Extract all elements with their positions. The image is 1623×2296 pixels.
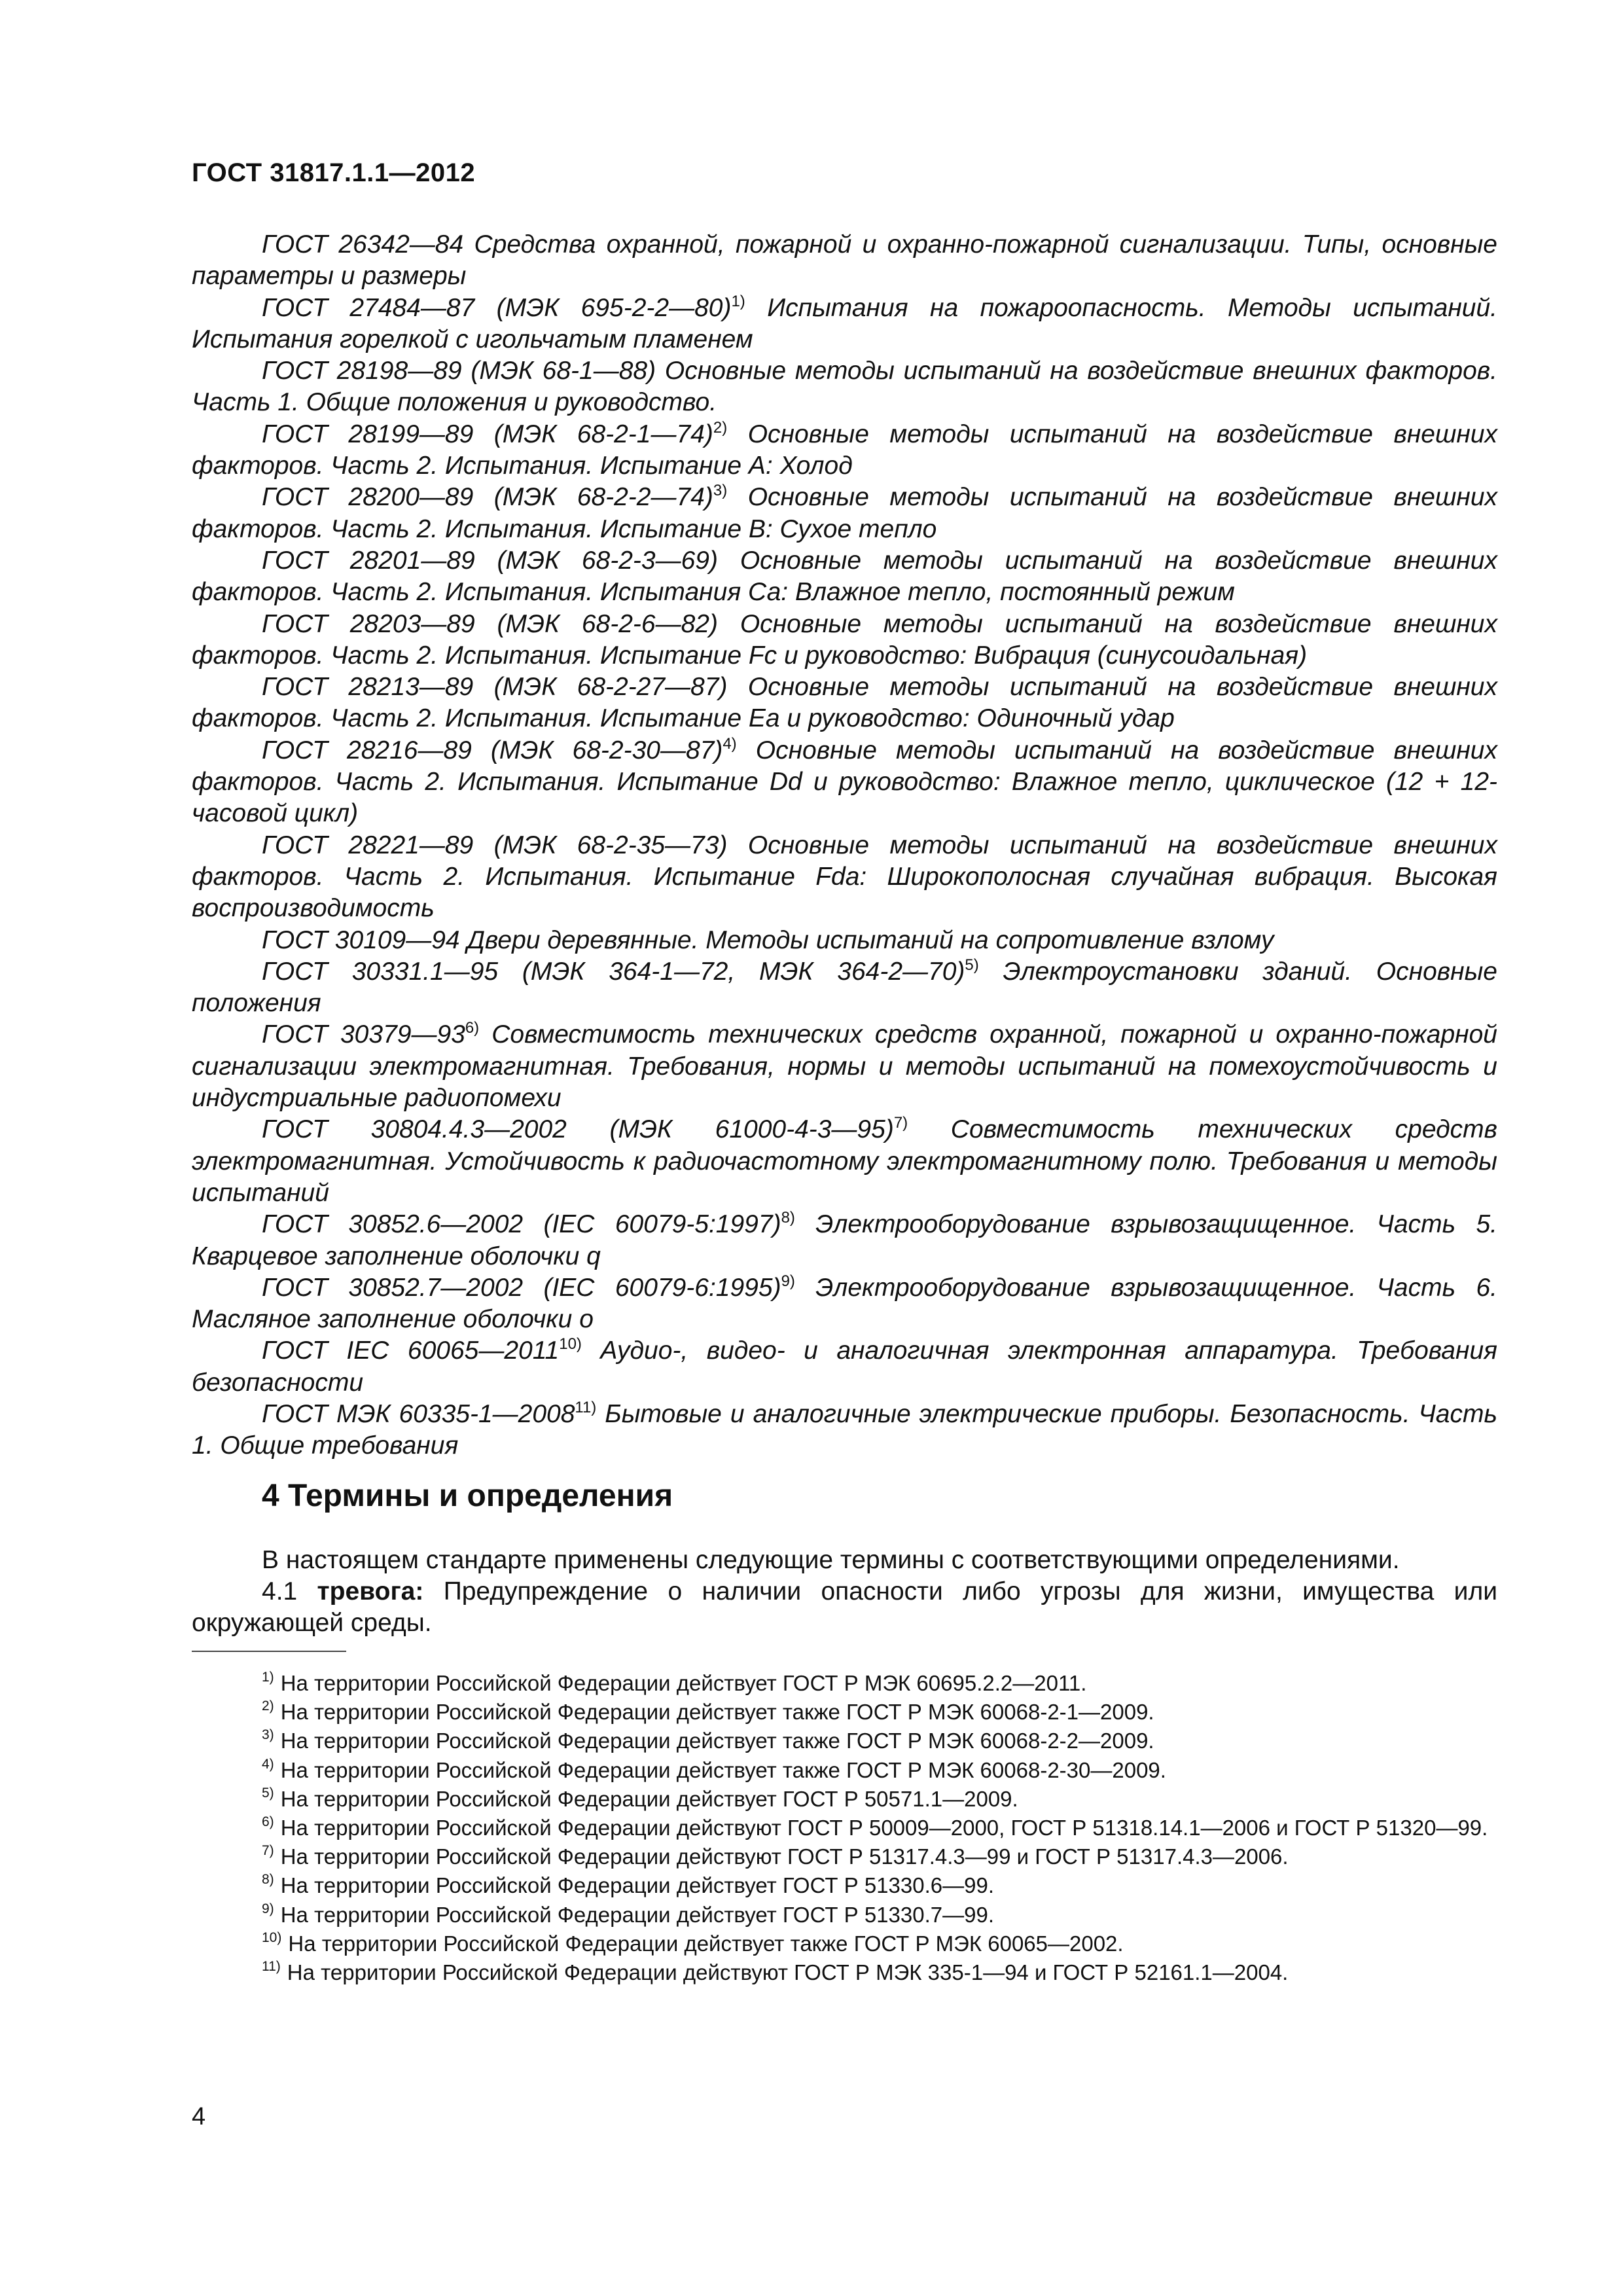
- reference-item: ГОСТ 30109—94 Двери деревянные. Методы испытаний на сопротивление взлому: [262, 925, 1274, 954]
- footnote-ref: 3): [713, 482, 728, 500]
- footnote: $^{9)}$ На территории Российской Федерации действует ГОСТ Р 51330.7—99.: [262, 1901, 994, 1927]
- reference-item: ГОСТ 28216—89 (МЭК 68-2-30—87)$^{4)}$ Основные методы испытаний на воздействие внешних факторов. Часть 2. Испытания. Испытание Dd и руководство: Влажное тепло, циклическое (12 + 12-часовой цикл): [192, 734, 1497, 828]
- term-definition: 4.1 тревога: Предупреждение о наличии опасности либо угрозы для жизни, имущества или окружающей среды.: [192, 1577, 1497, 1637]
- footnote: $^{2)}$ На территории Российской Федерации действует также ГОСТ Р МЭК 60068-2-1—2009.: [262, 1698, 1154, 1725]
- reference-item: ГОСТ 30804.4.3—2002 (МЭК 61000-4-3—95)$^{7)}$ Совместимость технических средств электромагнитная. Устойчивость к радиочастотному электромагнитному полю. Требования и методы испытаний: [192, 1114, 1498, 1207]
- reference-item: ГОСТ 28203—89 (МЭК 68-2-6—82) Основные методы испытаний на воздействие внешних факторов. Часть 2. Испытания. Испытание Fc и руководство: Вибрация (синусоидальная): [192, 609, 1497, 670]
- footnote-mark: 10): [262, 1929, 282, 1945]
- footnote-ref: 6): [465, 1019, 480, 1037]
- footnote: $^{8)}$ На территории Российской Федерации действует ГОСТ Р 51330.6—99.: [262, 1872, 994, 1898]
- reference-item: ГОСТ 30379—93$^{6)}$ Совместимость технических средств охранной, пожарной и охранно-пожарной сигнализации электромагнитная. Требования, нормы и методы испытаний на помехоустойчивость и индустриальные радиопомехи: [192, 1019, 1497, 1113]
- section-heading: 4 Термины и определения: [262, 1479, 673, 1513]
- footnote-ref: 10): [559, 1335, 582, 1354]
- footnote-ref: 4): [722, 734, 737, 753]
- reference-item: ГОСТ 28198—89 (МЭК 68-1—88) Основные методы испытаний на воздействие внешних факторов. Часть 1. Общие положения и руководство.: [192, 357, 1497, 417]
- footnote-mark: 7): [262, 1843, 274, 1859]
- footnote: $^{5)}$ На территории Российской Федерации действует ГОСТ Р 50571.1—2009.: [262, 1785, 1018, 1811]
- footnote-mark: 11): [262, 1959, 281, 1975]
- intro-paragraph: В настоящем стандарте применены следующие термины с соответствующими определениями.: [262, 1546, 1400, 1574]
- section-body: [192, 1545, 1497, 1639]
- normative-references-list: [192, 229, 1497, 1462]
- footnote: $^{1)}$ На территории Российской Федерации действует ГОСТ Р МЭК 60695.2.2—2011.: [262, 1670, 1087, 1695]
- footnote-ref: 5): [965, 956, 979, 974]
- footnote-mark: 4): [262, 1756, 274, 1772]
- reference-item: ГОСТ 30852.7—2002 (IEC 60079-6:1995)$^{9)}$ Электрооборудование взрывозащищенное. Часть 6. Масляное заполнение оболочки о: [192, 1272, 1497, 1334]
- footnote: $^{10)}$ На территории Российской Федерации действует также ГОСТ Р МЭК 60065—2002.: [262, 1929, 1124, 1956]
- reference-item: ГОСТ IEC 60065—2011$^{10)}$ Аудио-, видео- и аналогичная электронная аппаратура. Требования безопасности: [192, 1335, 1497, 1397]
- reference-item: ГОСТ 30852.6—2002 (IEC 60079-5:1997)$^{8)}$ Электрооборудование взрывозащищенное. Часть 5. Кварцевое заполнение оболочки q: [192, 1209, 1497, 1270]
- footnote-mark: 9): [262, 1901, 274, 1916]
- footnote-mark: 2): [262, 1698, 274, 1714]
- footnote-mark: 6): [262, 1814, 274, 1830]
- footnotes: [192, 1669, 1497, 1987]
- footnote-mark: 8): [262, 1872, 274, 1888]
- reference-item: ГОСТ 28200—89 (МЭК 68-2-2—74)$^{3)}$ Основные методы испытаний на воздействие внешних факторов. Часть 2. Испытания. Испытание В: Сухое тепло: [192, 482, 1498, 543]
- footnote-separator: [192, 1651, 346, 1652]
- footnote: $^{4)}$ На территории Российской Федерации действует также ГОСТ Р МЭК 60068-2-30—2009.: [262, 1756, 1166, 1782]
- footnote-ref: 2): [713, 418, 728, 437]
- footnote-ref: 7): [893, 1114, 908, 1132]
- footnote: $^{7)}$ На территории Российской Федерации действуют ГОСТ Р 51317.4.3—99 и ГОСТ Р 51317.4.3—2006.: [262, 1843, 1289, 1869]
- reference-item: ГОСТ 28213—89 (МЭК 68-2-27—87) Основные методы испытаний на воздействие внешних факторов. Часть 2. Испытания. Испытание Еа и руководство: Одиночный удар: [192, 673, 1497, 733]
- footnote-ref: 9): [781, 1272, 795, 1290]
- reference-item: ГОСТ 30331.1—95 (МЭК 364-1—72, МЭК 364-2—70)$^{5)}$ Электроустановки зданий. Основные положения: [192, 956, 1497, 1018]
- reference-item: ГОСТ 26342—84 Средства охранной, пожарной и охранно-пожарной сигнализации. Типы, основные параметры и размеры: [192, 230, 1497, 291]
- footnote: $^{6)}$ На территории Российской Федерации действуют ГОСТ Р 50009—2000, ГОСТ Р 51318.14.1—2006 и ГОСТ Р 51320—99.: [262, 1814, 1488, 1840]
- document-header: ГОСТ 31817.1.1—2012: [192, 158, 476, 187]
- footnote: $^{11)}$ На территории Российской Федерации действуют ГОСТ Р МЭК 335-1—94 и ГОСТ Р 52161.1—2004.: [262, 1959, 1289, 1985]
- page-number: 4: [192, 2103, 206, 2130]
- reference-item: ГОСТ МЭК 60335-1—2008$^{11)}$ Бытовые и аналогичные электрические приборы. Безопасность. Часть 1. Общие требования: [192, 1398, 1497, 1460]
- term-word: тревога:: [317, 1577, 424, 1605]
- footnote: $^{3)}$ На территории Российской Федерации действует также ГОСТ Р МЭК 60068-2-2—2009.: [262, 1727, 1154, 1753]
- footnote-ref: 1): [731, 292, 745, 310]
- footnote-mark: 3): [262, 1727, 274, 1743]
- footnote-mark: 5): [262, 1785, 274, 1801]
- footnote-ref: 8): [781, 1209, 795, 1227]
- reference-item: ГОСТ 28221—89 (МЭК 68-2-35—73) Основные методы испытаний на воздействие внешних факторов. Часть 2. Испытания. Испытание Fda: Широкополосная случайная вибрация. Высокая воспроизводимость: [192, 831, 1497, 923]
- reference-item: ГОСТ 28201—89 (МЭК 68-2-3—69) Основные методы испытаний на воздействие внешних факторов. Часть 2. Испытания. Испытания Са: Влажное тепло, постоянный режим: [192, 546, 1497, 607]
- footnote-mark: 1): [262, 1670, 274, 1685]
- reference-item: ГОСТ 27484—87 (МЭК 695-2-2—80)$^{1)}$ Испытания на пожароопасность. Методы испытаний. Испытания горелкой с игольчатым пламенем: [192, 292, 1498, 353]
- reference-item: ГОСТ 28199—89 (МЭК 68-2-1—74)$^{2)}$ Основные методы испытаний на воздействие внешних факторов. Часть 2. Испытания. Испытание А: Холод: [192, 418, 1498, 480]
- footnote-ref: 11): [575, 1398, 597, 1416]
